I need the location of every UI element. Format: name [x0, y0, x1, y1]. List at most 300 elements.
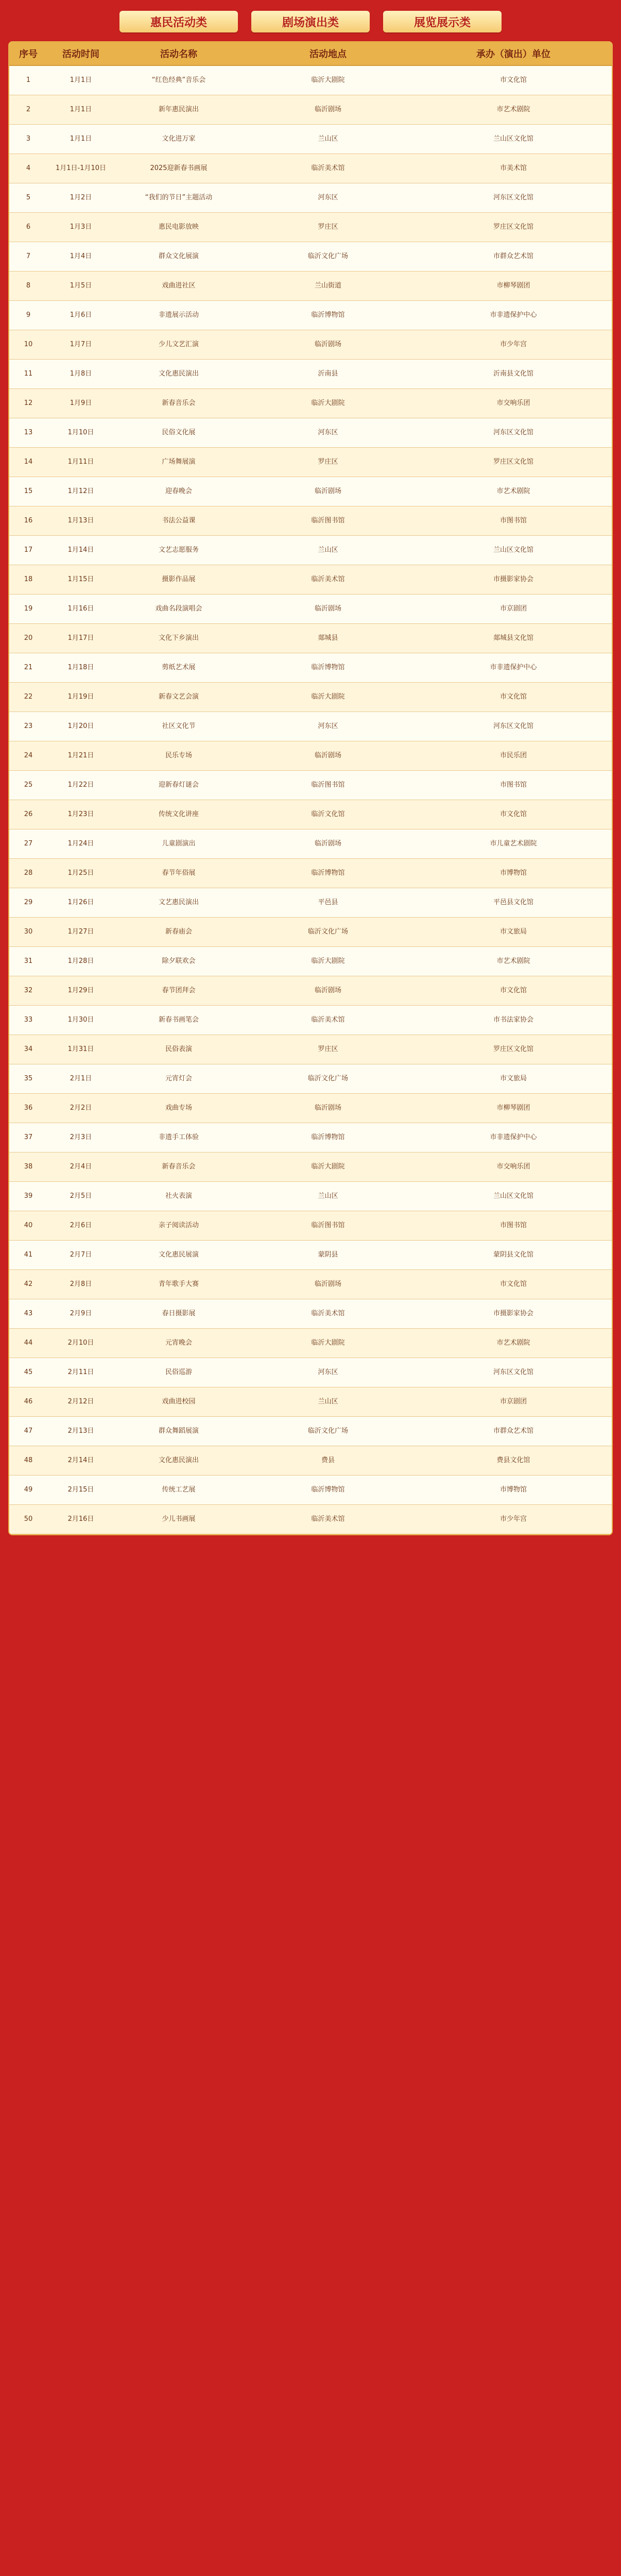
table-row: [9, 301, 612, 330]
table-row: [9, 771, 612, 800]
row-id: 23: [24, 722, 33, 731]
row-name: 文化进万家: [162, 135, 196, 143]
row-date: 1月1日: [70, 76, 92, 84]
table-row: [9, 653, 612, 683]
footer-space: [8, 1535, 613, 1571]
row-id: 50: [24, 1515, 33, 1523]
row-id: 2: [26, 106, 31, 114]
table-row: [9, 1153, 612, 1182]
header-id: 序号: [19, 49, 38, 60]
row-place: 临沂剧场: [314, 605, 341, 613]
row-id: 13: [24, 429, 33, 437]
row-place: 临沂剧场: [314, 341, 341, 349]
table-row: [9, 1358, 612, 1387]
row-org: 市非遗保护中心: [490, 1133, 537, 1142]
table-row: [9, 595, 612, 624]
row-org: 市柳琴剧团: [496, 282, 530, 290]
row-place: 兰山街道: [314, 282, 341, 290]
row-date: 1月17日: [67, 634, 94, 642]
table-row: [9, 712, 612, 741]
row-org: 市柳琴剧团: [496, 1104, 530, 1112]
row-id: 46: [24, 1398, 33, 1406]
row-date: 1月4日: [70, 252, 92, 261]
row-id: 10: [24, 341, 33, 349]
table-row: [9, 565, 612, 595]
table-row: [9, 683, 612, 712]
row-id: 44: [24, 1339, 33, 1347]
row-name: 新春音乐会: [162, 399, 196, 408]
table-row: [9, 1182, 612, 1211]
row-org: 沂南县文化馆: [493, 370, 533, 378]
row-name: 民俗表演: [165, 1045, 192, 1054]
row-place: 临沂剧场: [314, 840, 341, 848]
row-date: 2月3日: [70, 1133, 92, 1142]
row-date: 1月31日: [67, 1045, 94, 1054]
row-id: 41: [24, 1251, 33, 1259]
row-place: 临沂美术馆: [311, 1515, 345, 1523]
row-name: 传统工艺展: [162, 1486, 196, 1494]
table-row: [9, 477, 612, 506]
row-date: 2月12日: [67, 1398, 94, 1406]
row-name: 非遗手工体验: [158, 1133, 199, 1142]
row-name: 戏曲进社区: [162, 282, 196, 290]
row-id: 36: [24, 1104, 33, 1112]
row-place: 郯城县: [318, 634, 338, 642]
row-id: 1: [26, 76, 31, 84]
row-id: 8: [26, 282, 31, 290]
row-place: 临沂美术馆: [311, 575, 345, 584]
row-place: 河东区: [318, 1368, 338, 1377]
row-id: 6: [26, 223, 31, 231]
row-place: 兰山区: [318, 1398, 338, 1406]
row-id: 29: [24, 899, 33, 907]
row-org: 河东区文化馆: [493, 194, 533, 202]
row-name: 少儿书画展: [162, 1515, 196, 1523]
row-name: 惠民电影放映: [158, 223, 199, 231]
row-name: 剪纸艺术展: [162, 664, 196, 672]
row-id: 24: [24, 752, 33, 760]
row-date: 1月10日: [67, 429, 94, 437]
table-body: [9, 66, 612, 1534]
row-place: 临沂剧场: [314, 987, 341, 995]
row-org: 市美术馆: [499, 164, 527, 173]
row-date: 1月8日: [70, 370, 92, 378]
row-place: 临沂图书馆: [311, 517, 345, 525]
row-date: 1月13日: [67, 517, 94, 525]
row-org: 罗庄区文化馆: [493, 223, 533, 231]
row-org: 市非遗保护中心: [490, 311, 537, 319]
row-name: 少儿文艺汇演: [158, 341, 199, 349]
row-name: 春节年俗展: [162, 869, 196, 877]
row-org: 市博物馆: [499, 1486, 527, 1494]
table-row: [9, 1035, 612, 1064]
table-row: [9, 360, 612, 389]
row-name: 新春庙会: [165, 928, 192, 936]
row-date: 1月1日: [70, 106, 92, 114]
row-place: 临沂大剧院: [311, 76, 345, 84]
row-id: 30: [24, 928, 33, 936]
row-date: 1月19日: [67, 693, 94, 701]
table-row: [9, 1505, 612, 1534]
table-row: [9, 624, 612, 653]
table-row: [9, 1417, 612, 1446]
row-date: 1月15日: [67, 575, 94, 584]
table-row: [9, 506, 612, 536]
row-place: 临沂剧场: [314, 1280, 341, 1289]
row-id: 11: [24, 370, 33, 378]
row-name: 民俗文化展: [162, 429, 196, 437]
row-place: 临沂文化馆: [311, 810, 345, 819]
table-header: [9, 42, 612, 66]
row-date: 1月25日: [67, 869, 94, 877]
row-place: 临沂文化广场: [307, 252, 348, 261]
row-org: 市艺术剧院: [496, 957, 530, 965]
row-date: 1月6日: [70, 311, 92, 319]
row-name: 青年歌手大赛: [158, 1280, 199, 1289]
row-place: 临沂剧场: [314, 752, 341, 760]
row-org: 市文化馆: [499, 1280, 527, 1289]
row-org: 河东区文化馆: [493, 722, 533, 731]
row-name: 文艺志愿服务: [158, 546, 199, 554]
row-name: 戏曲专场: [165, 1104, 192, 1112]
table-row: [9, 154, 612, 183]
row-date: 1月5日: [70, 282, 92, 290]
table-row: [9, 947, 612, 976]
row-date: 2月6日: [70, 1222, 92, 1230]
row-id: 49: [24, 1486, 33, 1494]
table-row: [9, 1329, 612, 1358]
row-date: 1月9日: [70, 399, 92, 408]
row-name: 戏曲名段演唱会: [155, 605, 202, 613]
row-id: 22: [24, 693, 33, 701]
table-row: [9, 448, 612, 477]
row-id: 34: [24, 1045, 33, 1054]
row-org: 市文旅局: [499, 928, 527, 936]
row-org: 河东区文化馆: [493, 429, 533, 437]
row-date: 1月11日: [67, 458, 94, 466]
row-id: 28: [24, 869, 33, 877]
row-name: 非遗展示活动: [158, 311, 199, 319]
row-name: “红色经典”音乐会: [151, 76, 206, 84]
row-name: 民乐专场: [165, 752, 192, 760]
row-date: 1月23日: [67, 810, 94, 819]
row-org: 市交响乐团: [496, 399, 530, 408]
row-date: 1月22日: [67, 781, 94, 789]
row-date: 2月16日: [67, 1515, 94, 1523]
table-row: [9, 1211, 612, 1241]
row-place: 兰山区: [318, 546, 338, 554]
row-id: 42: [24, 1280, 33, 1289]
table-row: [9, 95, 612, 125]
row-date: 1月12日: [67, 487, 94, 496]
row-date: 2月5日: [70, 1192, 92, 1200]
row-date: 1月20日: [67, 722, 94, 731]
row-id: 43: [24, 1310, 33, 1318]
row-date: 1月1日-1月10日: [55, 164, 107, 173]
row-date: 1月21日: [67, 752, 94, 760]
row-name: 春节团拜会: [162, 987, 196, 995]
row-date: 2月9日: [70, 1310, 92, 1318]
row-org: 市儿童艺术剧院: [490, 840, 537, 848]
table-row: [9, 389, 612, 418]
table-row: [9, 66, 612, 95]
row-org: 市艺术剧院: [496, 1339, 530, 1347]
row-id: 20: [24, 634, 33, 642]
row-org: 市民乐团: [499, 752, 527, 760]
row-name: 新春文艺会演: [158, 693, 199, 701]
row-org: 郯城县文化馆: [493, 634, 533, 642]
row-id: 4: [26, 164, 31, 173]
row-place: 临沂博物馆: [311, 311, 345, 319]
row-date: 1月30日: [67, 1016, 94, 1024]
row-id: 39: [24, 1192, 33, 1200]
row-org: 市少年宫: [499, 1515, 527, 1523]
table-row: [9, 330, 612, 360]
row-name: 群众舞蹈展演: [158, 1427, 199, 1435]
row-name: 儿童剧演出: [162, 840, 196, 848]
row-name: 传统文化讲座: [158, 810, 199, 819]
row-place: 临沂图书馆: [311, 1222, 345, 1230]
row-org: 市少年宫: [499, 341, 527, 349]
row-name: 亲子阅读活动: [158, 1222, 199, 1230]
row-name: 文化惠民演出: [158, 370, 199, 378]
row-date: 2月11日: [67, 1368, 94, 1377]
row-date: 1月2日: [70, 194, 92, 202]
row-id: 26: [24, 810, 33, 819]
table-row: [9, 829, 612, 859]
row-place: 平邑县: [318, 899, 338, 907]
row-place: 临沂博物馆: [311, 869, 345, 877]
row-org: 市文化馆: [499, 76, 527, 84]
row-place: 河东区: [318, 194, 338, 202]
tab-activities[interactable]: 惠民活动类: [119, 11, 238, 32]
row-date: 1月3日: [70, 223, 92, 231]
row-date: 1月24日: [67, 840, 94, 848]
row-id: 32: [24, 987, 33, 995]
row-id: 16: [24, 517, 33, 525]
row-id: 15: [24, 487, 33, 496]
row-place: 临沂文化广场: [307, 1075, 348, 1083]
row-org: 市京剧团: [499, 605, 527, 613]
row-name: 书法公益课: [162, 517, 196, 525]
table-row: [9, 1476, 612, 1505]
row-id: 38: [24, 1163, 33, 1171]
category-tabs: [8, 7, 613, 36]
row-org: 市文化馆: [499, 810, 527, 819]
row-place: 费县: [321, 1456, 335, 1465]
row-date: 1月28日: [67, 957, 94, 965]
row-org: 市图书馆: [499, 781, 527, 789]
row-date: 1月16日: [67, 605, 94, 613]
row-org: 市书法家协会: [493, 1016, 533, 1024]
table-row: [9, 183, 612, 213]
table-row: [9, 1299, 612, 1329]
row-place: 临沂剧场: [314, 1104, 341, 1112]
tab-performances[interactable]: 剧场演出类: [251, 11, 370, 32]
row-place: 临沂大剧院: [311, 399, 345, 408]
row-place: 罗庄区: [318, 1045, 338, 1054]
row-date: 1月29日: [67, 987, 94, 995]
table-row: [9, 242, 612, 272]
table-row: [9, 1446, 612, 1476]
row-name: “我们的节日”主题活动: [145, 194, 213, 202]
row-org: 市摄影家协会: [493, 575, 533, 584]
row-name: 文化惠民展演: [158, 1251, 199, 1259]
row-id: 33: [24, 1016, 33, 1024]
row-id: 17: [24, 546, 33, 554]
row-name: 迎新春灯谜会: [158, 781, 199, 789]
header-date: 活动时间: [62, 49, 99, 60]
row-date: 1月26日: [67, 899, 94, 907]
row-org: 市文化馆: [499, 693, 527, 701]
row-date: 2月8日: [70, 1280, 92, 1289]
row-id: 25: [24, 781, 33, 789]
row-id: 45: [24, 1368, 33, 1377]
row-date: 1月14日: [67, 546, 94, 554]
row-id: 27: [24, 840, 33, 848]
header-place: 活动地点: [309, 49, 347, 60]
header-org: 承办（演出）单位: [476, 49, 550, 60]
row-id: 21: [24, 664, 33, 672]
row-date: 2月4日: [70, 1163, 92, 1171]
row-org: 市京剧团: [499, 1398, 527, 1406]
row-name: 摄影作品展: [162, 575, 196, 584]
table-row: [9, 976, 612, 1006]
row-org: 市群众艺术馆: [493, 1427, 533, 1435]
row-id: 19: [24, 605, 33, 613]
table-row: [9, 1094, 612, 1123]
row-id: 3: [26, 135, 31, 143]
row-place: 临沂美术馆: [311, 1310, 345, 1318]
row-name: 迎春晚会: [165, 487, 192, 496]
row-place: 临沂美术馆: [311, 164, 345, 173]
row-org: 罗庄区文化馆: [493, 458, 533, 466]
table-row: [9, 918, 612, 947]
row-place: 蒙阴县: [318, 1251, 338, 1259]
row-id: 12: [24, 399, 33, 408]
row-org: 市群众艺术馆: [493, 252, 533, 261]
table-row: [9, 1387, 612, 1417]
row-org: 市摄影家协会: [493, 1310, 533, 1318]
row-date: 2月2日: [70, 1104, 92, 1112]
row-name: 新春书画笔会: [158, 1016, 199, 1024]
row-id: 14: [24, 458, 33, 466]
row-date: 2月14日: [67, 1456, 94, 1465]
table-row: [9, 888, 612, 918]
row-date: 2月1日: [70, 1075, 92, 1083]
row-org: 兰山区文化馆: [493, 1192, 533, 1200]
row-id: 5: [26, 194, 31, 202]
row-name: 社火表演: [165, 1192, 192, 1200]
row-date: 1月7日: [70, 341, 92, 349]
row-org: 兰山区文化馆: [493, 135, 533, 143]
row-name: 春日摄影展: [162, 1310, 196, 1318]
header-name: 活动名称: [160, 49, 197, 60]
row-id: 18: [24, 575, 33, 584]
row-name: 元宵晚会: [165, 1339, 192, 1347]
table-row: [9, 800, 612, 829]
row-place: 罗庄区: [318, 458, 338, 466]
row-place: 临沂大剧院: [311, 693, 345, 701]
row-org: 市文化馆: [499, 987, 527, 995]
table-row: [9, 125, 612, 154]
table-row: [9, 213, 612, 242]
row-id: 47: [24, 1427, 33, 1435]
row-place: 临沂博物馆: [311, 1486, 345, 1494]
row-org: 兰山区文化馆: [493, 546, 533, 554]
row-org: 市交响乐团: [496, 1163, 530, 1171]
row-date: 2月10日: [67, 1339, 94, 1347]
row-id: 31: [24, 957, 33, 965]
row-date: 2月13日: [67, 1427, 94, 1435]
row-name: 社区文化节: [162, 722, 196, 731]
row-name: 文艺惠民演出: [158, 899, 199, 907]
row-org: 市文旅局: [499, 1075, 527, 1083]
row-place: 临沂图书馆: [311, 781, 345, 789]
table-row: [9, 1064, 612, 1094]
row-date: 1月18日: [67, 664, 94, 672]
row-place: 兰山区: [318, 1192, 338, 1200]
row-date: 1月1日: [70, 135, 92, 143]
row-place: 河东区: [318, 429, 338, 437]
table-row: [9, 1270, 612, 1299]
row-id: 7: [26, 252, 31, 261]
row-place: 临沂大剧院: [311, 1339, 345, 1347]
table-row: [9, 536, 612, 565]
row-place: 临沂文化广场: [307, 1427, 348, 1435]
row-id: 40: [24, 1222, 33, 1230]
row-org: 市图书馆: [499, 1222, 527, 1230]
table-row: [9, 1123, 612, 1153]
row-place: 临沂大剧院: [311, 957, 345, 965]
row-place: 罗庄区: [318, 223, 338, 231]
row-name: 民俗巡游: [165, 1368, 192, 1377]
row-name: 广场舞展演: [162, 458, 196, 466]
table-row: [9, 272, 612, 301]
table-row: [9, 1006, 612, 1035]
row-org: 罗庄区文化馆: [493, 1045, 533, 1054]
events-table: [8, 41, 613, 1535]
row-name: 文化下乡演出: [158, 634, 199, 642]
row-date: 2月15日: [67, 1486, 94, 1494]
row-place: 临沂博物馆: [311, 1133, 345, 1142]
tab-exhibitions[interactable]: 展览展示类: [383, 11, 502, 32]
row-place: 临沂剧场: [314, 487, 341, 496]
row-date: 1月27日: [67, 928, 94, 936]
row-org: 市博物馆: [499, 869, 527, 877]
row-org: 市艺术剧院: [496, 106, 530, 114]
row-name: 戏曲进校园: [162, 1398, 196, 1406]
row-org: 平邑县文化馆: [493, 899, 533, 907]
row-id: 48: [24, 1456, 33, 1465]
row-name: 文化惠民演出: [158, 1456, 199, 1465]
row-id: 35: [24, 1075, 33, 1083]
row-name: 2025迎新春书画展: [150, 164, 208, 173]
row-name: 元宵灯会: [165, 1075, 192, 1083]
row-place: 临沂文化广场: [307, 928, 348, 936]
row-place: 河东区: [318, 722, 338, 731]
row-place: 临沂美术馆: [311, 1016, 345, 1024]
row-org: 蒙阴县文化馆: [493, 1251, 533, 1259]
row-org: 市非遗保护中心: [490, 664, 537, 672]
row-id: 9: [26, 311, 31, 319]
row-name: 群众文化展演: [158, 252, 199, 261]
table-row: [9, 859, 612, 888]
row-place: 兰山区: [318, 135, 338, 143]
table-row: [9, 741, 612, 771]
row-org: 市艺术剧院: [496, 487, 530, 496]
row-place: 沂南县: [318, 370, 338, 378]
